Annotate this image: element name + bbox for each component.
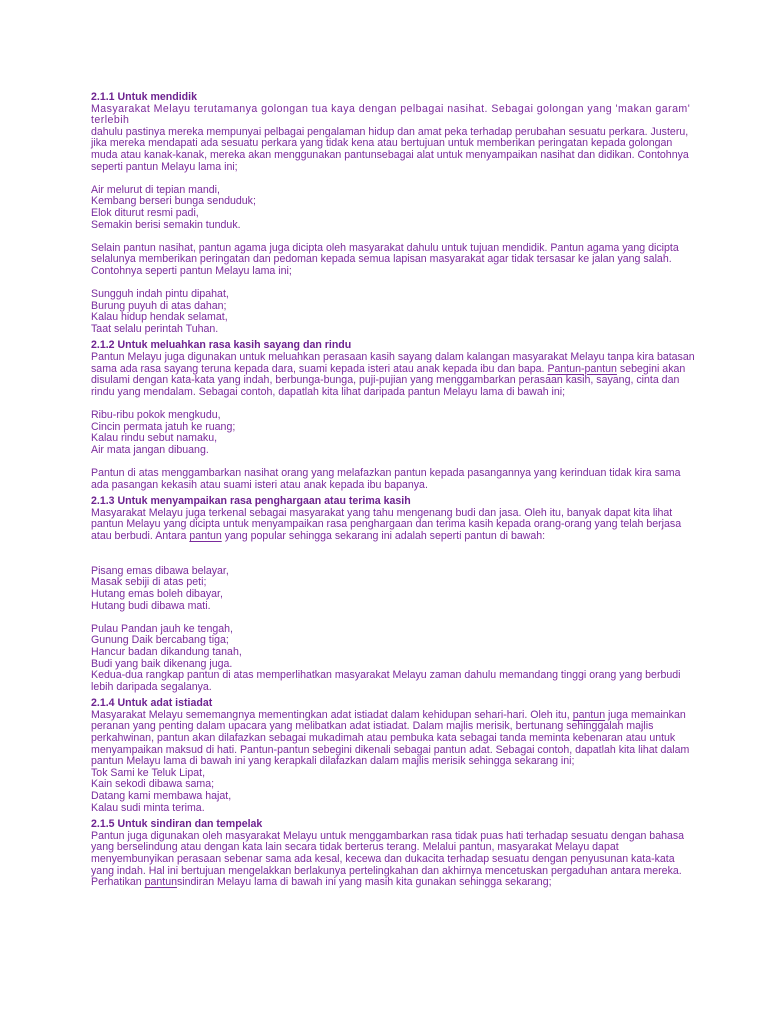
pantun-line: Ribu-ribu pokok mengkudu, (91, 409, 221, 422)
pantun-line: Taat selalu perintah Tuhan. (91, 322, 219, 335)
paragraph-text: yang popular sehingga sekarang ini adalah seperti pantun di bawah: (221, 529, 546, 542)
pantun-link[interactable]: pantun (572, 708, 606, 721)
paragraph: Kedua-dua rangkap pantun di atas memperlihatkan masyarakat Melayu zaman dahulu memandang tinggi orang yang berbudi lebih daripada segalanya. (91, 669, 681, 693)
paragraph-text: sindiran Melayu lama di bawah ini yang masih kita gunakan sehingga sekarang; (177, 876, 552, 889)
paragraph-text: Masyarakat Melayu juga terkenal sebagai masyarakat yang tahu mengenang budi dan jasa. Oleh itu, banyak dapat kita lihat pantun Melayu yang dicipta untuk menyampaikan rasa penghargaan dan terima kasih kepada orang-orang yang telah berjasa atau berbudi. Antara (91, 506, 682, 542)
pantun-line: Kalau hidup hendak selamat, (91, 311, 228, 324)
pantun-line: Hancur badan dikandung tanah, (91, 645, 242, 658)
paragraph-text: dahulu pastinya mereka mempunyai pelbagai pengalaman hidup dan amat peka terhadap perubahan sesuatu perkara. Justeru, jika mereka mendapati ada sesuatu perkara yang tidak kena atau bertujuan untuk memberikan peringatan kepada golongan muda atau kanak-kanak, mereka akan menggunakan pantunsebagai alat untuk menyampaikan nasihat dan didikan. Contohnya seperti pantun Melayu lama ini; (91, 125, 689, 173)
pantun-line: Cincin permata jatuh ke ruang; (91, 420, 236, 433)
paragraph (91, 104, 698, 174)
pantun-line: Pulau Pandan jauh ke tengah, (91, 622, 233, 635)
pantun-line: Kalau rindu sebut namaku, (91, 432, 218, 445)
paragraph: Pantun di atas menggambarkan nasihat orang yang melafazkan pantun kepada pasangannya yang kerinduan tidak kira sama ada pasangan kekasih atau suami isteri atau anak kepada ibu bapanya. (91, 467, 681, 491)
section-heading-2-1-3: 2.1.3 Untuk menyampaikan rasa penghargaan atau terima kasih (91, 495, 411, 508)
section-heading-2-1-2: 2.1.2 Untuk meluahkan rasa kasih sayang dan rindu (91, 339, 352, 352)
pantun-link[interactable]: pantun (144, 876, 177, 889)
paragraph-text: juga memainkan peranan yang penting dalam upacara yang melibatkan adat istiadat. Dalam majlis merisik, bertunang sehinggalah majlis perkahwinan, pantun akan dilafazkan sebagai mukadimah atau pembuka kata sebagai tanda meminta kebenaran atau untuk menyampaikan maksud di hati. Pantun-pantun sebegini dikenali sebagai pantun adat. Sebagai contoh, dapatlah kita lihat dalam pantun Melayu lama di bawah ini yang kerapkali dilafazkan dalam majlis merisik sehingga sekarang ini; (91, 708, 690, 768)
pantun-line: Hutang emas boleh dibayar, (91, 587, 223, 600)
paragraph-text: Perhatikan (91, 876, 145, 889)
pantun-line: Kain sekodi dibawa sama; (91, 778, 215, 791)
paragraph (91, 710, 698, 768)
pantun-line: Masak sebiji di atas peti; (91, 576, 207, 589)
paragraph (91, 352, 698, 398)
paragraph-text: Pantun Melayu juga digunakan untuk meluahkan perasaan kasih sayang dalam kalangan masyarakat Melayu tanpa kira batasan sama ada rasa sayang teruna kepada dara, suami kepada isteri atau anak kepada ibu dan bapa. (91, 351, 695, 375)
pantun-stanza (91, 624, 698, 670)
section-heading-2-1-1: 2.1.1 Untuk mendidik (91, 91, 197, 103)
paragraph (91, 877, 698, 889)
pantun-pantun-link[interactable]: Pantun-pantun (547, 362, 617, 375)
pantun-line: Hutang budi dibawa mati. (91, 599, 211, 612)
pantun-stanza (91, 185, 698, 231)
paragraph: Selain pantun nasihat, pantun agama juga dicipta oleh masyarakat dahulu untuk tujuan mendidik. Pantun agama yang dicipta selalunya memberikan peringatan dan pedoman kepada semua lapisan masyarakat agar tidak tersasar ke jalan yang salah. Contohnya seperti pantun Melayu lama ini; (91, 241, 679, 277)
pantun-link[interactable]: pantun (189, 529, 222, 542)
pantun-line: Kembang berseri bunga senduduk; (91, 195, 256, 208)
pantun-line: Datang kami membawa hajat, (91, 790, 232, 803)
paragraph: Pantun juga digunakan oleh masyarakat Melayu untuk menggambarkan rasa tidak puas hati terhadap sesuatu dengan bahasa yang berselindung atau dengan kata lain secara tidak berterus terang. Melalui pantun, masyarakat Melayu dapat menyembunyikan perasaan sebenar sama ada kesal, kecewa dan dukacita terhadap sesuatu dengan penyusunan kata-kata yang indah. Hal ini bertujuan mengelakkan berlakunya pertelingkahan dan akhirnya mencetuskan pergaduhan antara mereka. (91, 829, 685, 877)
pantun-stanza (91, 289, 698, 335)
pantun-line: Sungguh indah pintu dipahat, (91, 288, 229, 301)
pantun-line: Elok diturut resmi padi, (91, 206, 199, 219)
paragraph-text: sebegini akan disulami dengan kata-kata yang indah, berbunga-bunga, puji-pujian yang menggambarkan perasaan kasih, sayang, cinta dan rindu yang mendalam. Sebagai contoh, dapatlah kita lihat daripada pantun Melayu lama di bawah ini; (91, 362, 686, 398)
pantun-line: Air melurut di tepian mandi, (91, 183, 220, 196)
paragraph-first-line: Masyarakat Melayu terutamanya golongan tua kaya dengan pelbagai nasihat. Sebagai golongan yang 'makan garam' terlebih (91, 102, 691, 127)
pantun-stanza (91, 566, 698, 612)
pantun-line: Burung puyuh di atas dahan; (91, 299, 227, 312)
section-heading-2-1-4: 2.1.4 Untuk adat istiadat (91, 697, 213, 710)
paragraph (91, 508, 698, 543)
pantun-line: Air mata jangan dibuang. (91, 443, 209, 456)
pantun-stanza (91, 410, 698, 456)
section-heading-2-1-5: 2.1.5 Untuk sindiran dan tempelak (91, 818, 263, 831)
pantun-line: Gunung Daik bercabang tiga; (91, 634, 229, 647)
pantun-stanza (91, 768, 698, 814)
pantun-line: Tok Sami ke Teluk Lipat, (91, 766, 206, 779)
pantun-line: Semakin berisi semakin tunduk. (91, 218, 241, 231)
pantun-line: Pisang emas dibawa belayar, (91, 564, 229, 577)
pantun-line: Kalau sudi minta terima. (91, 801, 205, 814)
paragraph-text: Masyarakat Melayu sememangnya mementingkan adat istiadat dalam kehidupan sehari-hari. Oleh itu, (91, 708, 573, 721)
pantun-line: Budi yang baik dikenang juga. (91, 657, 233, 670)
